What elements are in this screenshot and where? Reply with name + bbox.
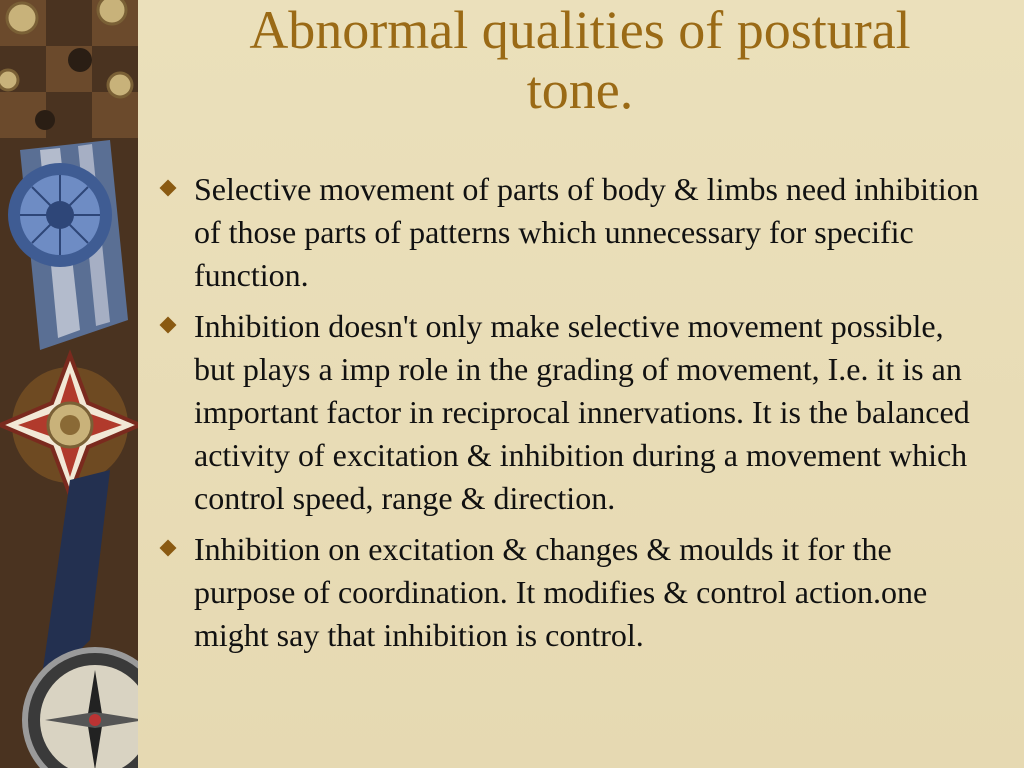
diamond-bullet-icon: [160, 180, 177, 197]
bullet-list: [160, 168, 990, 665]
bullet-text: Inhibition on excitation & changes & moulds it for the purpose of coordination. It modifies & control action.one might say that inhibition is control.: [194, 531, 928, 653]
bullet-text: Selective movement of parts of body & limbs need inhibition of those parts of patterns which unnecessary for specific function.: [194, 171, 979, 293]
medal-and-compass-image: [0, 0, 138, 768]
diamond-bullet-icon: [160, 540, 177, 557]
title-line-1: Abnormal qualities of postural: [249, 0, 911, 60]
bullet-item: [160, 528, 990, 657]
bullet-item: [160, 168, 990, 297]
bullet-text: Inhibition doesn't only make selective movement possible, but plays a imp role in the grading of movement, I.e. it is an important factor in reciprocal innervations. It is the balanced activity of excitation & inhibition during a movement which control speed, range & direction.: [194, 308, 970, 516]
diamond-bullet-icon: [160, 317, 177, 334]
bullet-item: [160, 305, 990, 520]
slide-title: [150, 0, 1010, 120]
title-line-2: tone.: [526, 60, 634, 120]
